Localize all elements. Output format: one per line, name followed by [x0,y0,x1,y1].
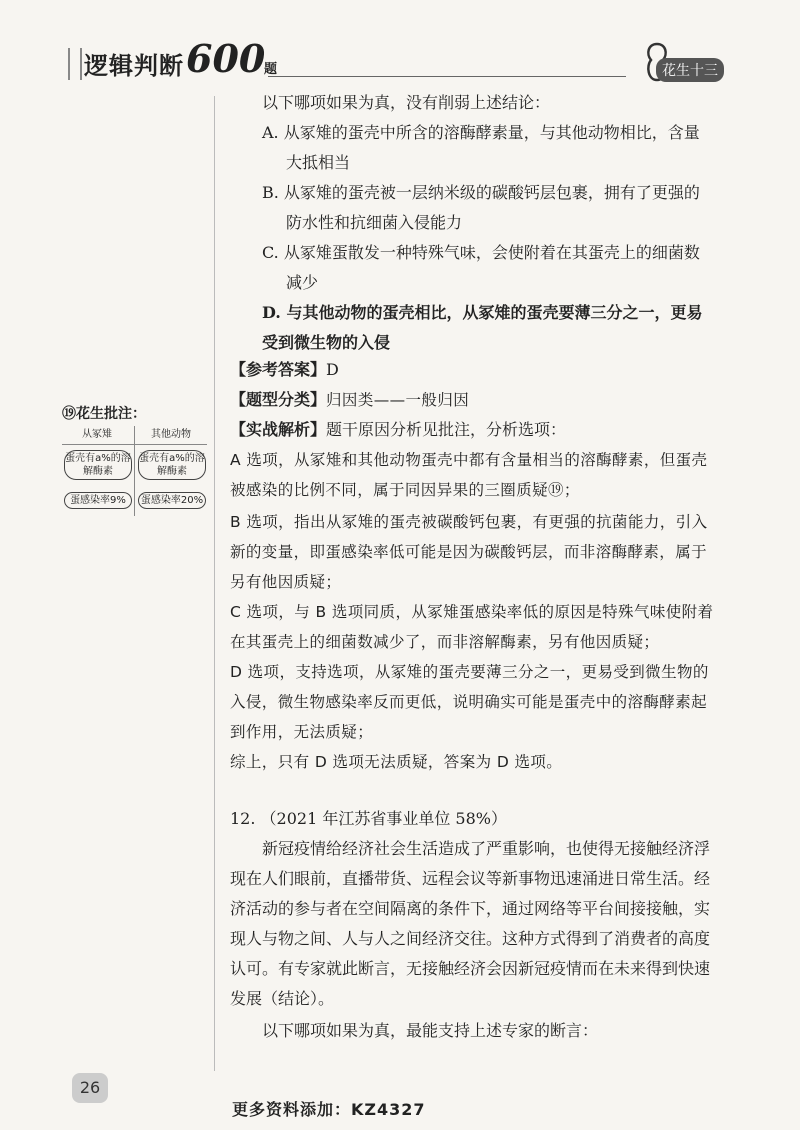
q12-para-line: 认可。有专家就此断言，无接触经济会因新冠疫情而在未来得到快速 [230,959,711,978]
margin-divider [214,96,215,1071]
analysis-row [230,417,566,440]
answer-label: 【参考答案】 [230,360,327,379]
analysis-line: 另有他因质疑； [230,573,342,591]
note-r2c2: 蛋感染率20% [138,492,206,509]
option-d-line1: D. 与其他动物的蛋壳相比，从冢雉的蛋壳要薄三分之一，更易 [262,303,703,322]
q12-stem: 以下哪项如果为真，最能支持上述专家的断言： [262,1021,599,1040]
footer-contact: 更多资料添加：KZ4327 [232,1100,426,1119]
note-r1c2: 蛋壳有a%的溶解酶素 [138,450,206,480]
option-a-line1: A. 从冢雉的蛋壳中所含的溶酶酵素量，与其他动物相比，含量 [262,123,700,142]
category-value: 归因类——一般归因 [326,391,470,409]
option-b-line1: B. 从冢雉的蛋壳被一层纳米级的碳酸钙层包裹，拥有了更强的 [262,183,700,202]
note-col1-header: 从冢雉 [82,429,112,440]
category-row [230,387,469,410]
option-c-line2: 减少 [286,273,319,292]
analysis-value: 题干原因分析见批注，分析选项： [326,420,567,439]
book-title: 逻辑判断 [84,52,184,80]
header-rule [268,76,626,77]
analysis-line: 被感染的比例不同，属于同因异果的三圈质疑⑲； [230,481,580,499]
analysis-line: 综上，只有 D 选项无法质疑，答案为 D 选项。 [230,753,563,771]
answer-row [230,357,339,380]
category-label: 【题型分类】 [230,390,327,409]
analysis-line: 新的变量，即蛋感染率低可能是因为碳酸钙层，而非溶酶酵素，属于 [230,543,708,561]
option-a-line2: 大抵相当 [286,153,351,172]
header-bars [68,48,82,80]
page-header [68,36,738,90]
q12-para-line: 现人与物之间、人与人之间经济交往。这种方式得到了消费者的高度 [230,929,711,948]
q12-heading: 12. （2021 年江苏省事业单位 58%） [230,809,507,828]
q12-para-line: 济活动的参与者在空间隔离的条件下，通过网络等平台间接接触，实 [230,899,711,918]
analysis-line: A 选项，从冢雉和其他动物蛋壳中都有含量相当的溶酶酵素，但蛋壳 [230,451,708,469]
analysis-line: C 选项，与 B 选项同质，从冢雉蛋感染率低的原因是特殊气味使附着 [230,603,714,621]
note-table [62,426,207,516]
note-r2c1: 蛋感染率9% [64,492,132,509]
option-c-line1: C. 从冢雉蛋散发一种特殊气味，会使附着在其蛋壳上的细菌数 [262,243,700,262]
q12-para-line: 发展（结论）。 [230,989,335,1008]
analysis-line: D 选项，支持选项，从冢雉的蛋壳要薄三分之一，更易受到微生物的 [230,663,709,681]
analysis-line: 在其蛋壳上的细菌数减少了，而非溶解酶素，另有他因质疑； [230,633,660,651]
analysis-line: 到作用，无法质疑； [230,723,374,741]
analysis-label: 【实战解析】 [230,420,327,439]
q11-stem: 以下哪项如果为真，没有削弱上述结论： [262,93,551,112]
book-suffix: 题 [264,62,278,77]
q12-para-line: 现在人们眼前，直播带货、远程会议等新事物迅速涌进日常生活。经 [230,869,711,888]
answer-value: D [326,360,339,379]
option-d-line2: 受到微生物的入侵 [262,333,391,352]
brand-name: 花生十三 [656,58,724,82]
option-b-line2: 防水性和抗细菌入侵能力 [286,213,463,232]
brand-badge [632,44,734,84]
q12-para-line: 新冠疫情给经济社会生活造成了严重影响，也使得无接触经济浮 [262,839,711,858]
note-col2-header: 其他动物 [151,429,191,440]
book-number: 600 [186,36,266,81]
analysis-line: 入侵，微生物感染率反而更低，说明确实可能是蛋壳中的溶酶酵素起 [230,693,708,711]
note-r1c1: 蛋壳有a%的溶解酶素 [64,450,132,480]
note-title: ⑲花生批注： [62,406,146,422]
note-column-rule [134,426,135,516]
page-number: 26 [72,1073,108,1103]
analysis-line: B 选项，指出从冢雉的蛋壳被碳酸钙包裹，有更强的抗菌能力，引入 [230,513,708,531]
